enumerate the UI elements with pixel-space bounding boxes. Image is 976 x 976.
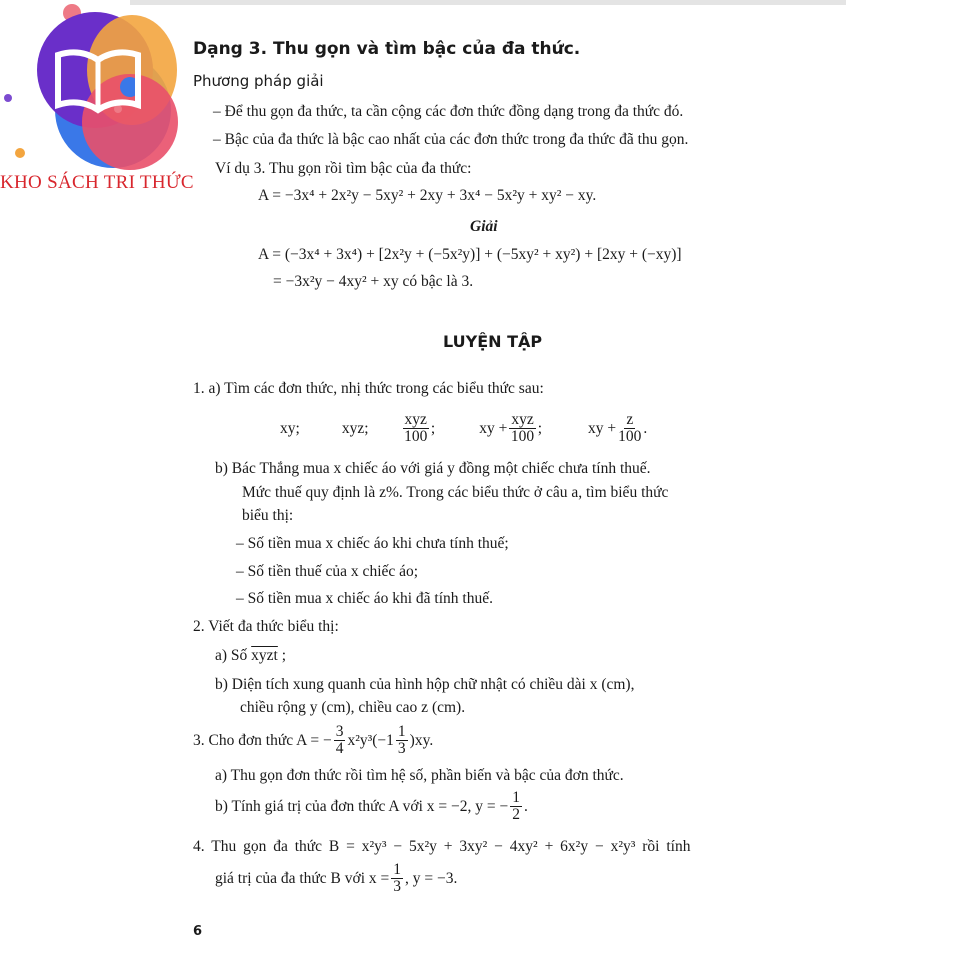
q1-expressions [280,412,647,446]
top-scroll-bar [130,0,846,5]
question-2b: b) Diện tích xung quanh của hình hộp chữ nhật có chiều dài x (cm), [215,676,635,693]
fraction: $\frac{z}{100}$ [618,411,642,446]
page-number: 6 [193,924,203,939]
question-2b: chiều rộng y (cm), chiều cao z (cm). [240,699,466,716]
brand-name: KHO SÁCH TRI THỨC [0,172,194,193]
fraction: $\frac{\text{xyz}}{100}$ [404,411,428,446]
question-1b: biểu thị: [242,507,294,524]
q1-bullet: – Số tiền mua x chiếc áo khi đã tính thuế. [236,590,493,607]
question-1a: 1. a) Tìm các đơn thức, nhị thức trong các biểu thức sau: [193,380,544,397]
expr: . [643,419,648,437]
solution-heading: Giải [470,218,498,235]
expr: xy; [280,419,300,437]
expr: xyz; [341,419,369,437]
question-2a: a) Số xyzt ; [215,647,287,664]
method-item: – Bậc của đa thức là bậc cao nhất của các đơn thức trong đa thức đã thu gọn. [213,131,689,148]
question-4: 4. Thu gọn đa thức B = x²y³ − 5x²y + 3xy² − 4xy² + 6x²y − x²y³ rồi tính [193,838,691,855]
method-item: – Để thu gọn đa thức, ta cần cộng các đơn thức đồng dạng trong đa thức đó. [213,103,684,120]
expr: ; [537,419,543,437]
fraction: $\frac{\text{xyz}}{100}$ [510,411,535,446]
section-title: Dạng 3. Thu gọn và tìm bậc của đa thức. [193,39,581,59]
question-2: 2. Viết đa thức biểu thị: [193,618,339,635]
book-logo-icon [0,0,215,200]
question-1b: Mức thuế quy định là z%. Trong các biểu thức ở câu a, tìm biểu thức [242,484,669,501]
question-1b: b) Bác Thắng mua x chiếc áo với giá y đồng một chiếc chưa tính thuế. [215,460,651,477]
solution-line: = −3x²y − 4xy² + xy có bậc là 3. [273,273,474,290]
expr: xy + [588,419,617,437]
expr: xy + [479,419,508,437]
question-4-line2: giá trị của đa thức B với x = $\frac{1}{3}$ , y = −3. [215,861,458,896]
q1-bullet: – Số tiền thuế của x chiếc áo; [236,563,419,580]
practice-heading: LUYỆN TẬP [443,332,543,351]
expr: ; [430,419,436,437]
question-3: 3. Cho đơn thức A = − $\frac{3}{4}$ x²y³(−1 $\frac{1}{3}$ )xy. [193,723,434,758]
example-expression: A = −3x⁴ + 2x²y − 5xy² + 2xy + 3x⁴ − 5x²y + xy² − xy. [258,187,597,204]
example-label: Ví dụ 3. Thu gọn rồi tìm bậc của đa thức: [215,160,472,177]
q1-bullet: – Số tiền mua x chiếc áo khi chưa tính thuế; [236,535,509,552]
method-heading: Phương pháp giải [193,72,324,90]
question-3a: a) Thu gọn đơn thức rồi tìm hệ số, phần biến và bậc của đơn thức. [215,767,624,784]
solution-line: A = (−3x⁴ + 3x⁴) + [2x²y + (−5x²y)] + (−5xy² + xy²) + [2xy + (−xy)] [258,246,682,263]
question-3b: b) Tính giá trị của đơn thức A với x = −2, y = − $\frac{1}{2}$ . [215,789,528,824]
